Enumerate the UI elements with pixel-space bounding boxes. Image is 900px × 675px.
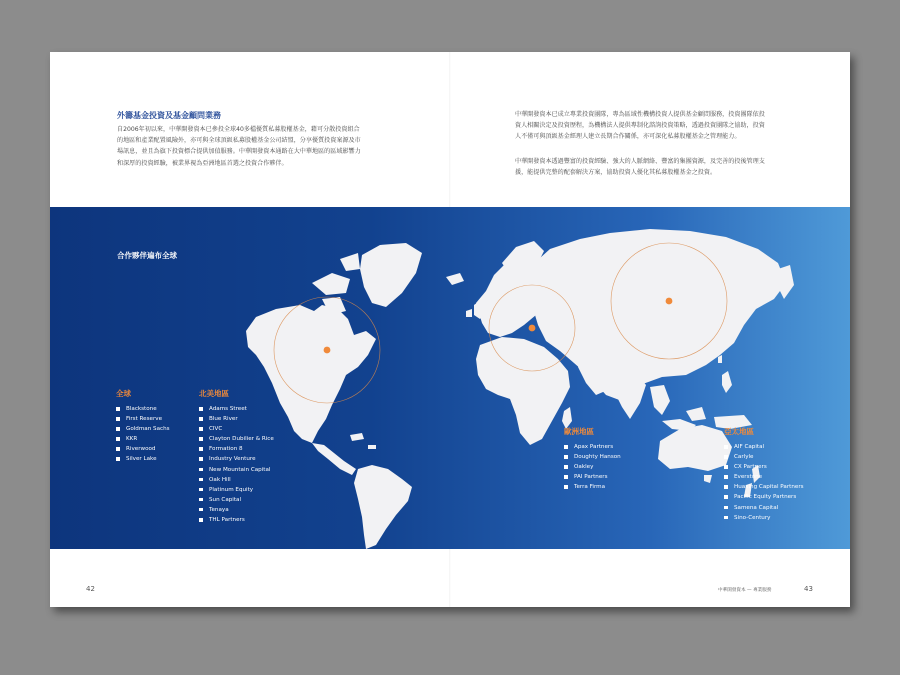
partner-item: Silver Lake <box>116 454 170 464</box>
section-heading: 外籌基金投資及基金顧問業務 <box>117 111 221 120</box>
partner-item: Apax Partners <box>564 442 621 452</box>
region-global-title: 全球 <box>116 389 131 398</box>
partner-item: Samena Capital <box>724 503 804 513</box>
north-america-location-marker <box>324 347 331 354</box>
region-europe-title: 歐洲地區 <box>564 427 594 436</box>
region-europe-list <box>564 442 621 492</box>
asia-location-marker <box>666 298 673 305</box>
partner-item: CX Partners <box>724 462 804 472</box>
region-asia-pacific-list <box>724 442 804 523</box>
partner-item: THL Partners <box>199 515 274 525</box>
left-paragraph: 自2006年初以來，中華開發資本已參投全球40多檔優質私募股權基金，藉可分散投資組合的地區和產業配置風險外，亦可與全球頂級私募股權基金公司結盟，分享優質投資案源及市場訊息，並且為旗下投資標合提供加值服務。中華開發資本通路在大中華地區的區域影響力和深厚的投資經驗，被業界視為亞洲地區首選之投資合作夥伴。 <box>117 126 361 167</box>
region-asia-pacific-title: 亞太地區 <box>724 427 754 436</box>
right-paragraph-1: 中華開發資本已成立專業投資團隊，專為區域性機構投資人提供基金顧問服務，投資團隊依投資人相關決定及投資歷程，為機構法人提供專制化諮詢投資策略，透過投資團隊之協助，投資人不僅可與頂級基金經理人建立長期合作關係，亦可深化私募股權基金之管理能力。 <box>515 111 765 141</box>
partner-item: Sino-Century <box>724 513 804 523</box>
partner-item: PAI Partners <box>564 472 621 482</box>
partner-item: KKR <box>116 434 170 444</box>
partner-item: Blackstone <box>116 404 170 414</box>
partner-item: Terra Firma <box>564 482 621 492</box>
right-page-number: 43 <box>804 585 813 593</box>
region-global <box>116 388 170 465</box>
partner-item: Doughty Hanson <box>564 452 621 462</box>
region-north-america-title: 北美地區 <box>199 389 229 398</box>
brochure-spread <box>50 52 850 607</box>
partner-item: Huaxing Capital Partners <box>724 482 804 492</box>
footer-label: 中華開發資本 — 專業服務 <box>718 588 772 593</box>
partner-item: Formation 8 <box>199 444 274 454</box>
region-north-america-list <box>199 404 274 525</box>
partner-item: New Mountain Capital <box>199 465 274 475</box>
region-europe <box>564 426 621 492</box>
partner-item: AIF Capital <box>724 442 804 452</box>
partner-item: Oakley <box>564 462 621 472</box>
partner-item: CIVC <box>199 424 274 434</box>
partner-item: Goldman Sachs <box>116 424 170 434</box>
partner-item: Everstone <box>724 472 804 482</box>
partner-item: Pacific Equity Partners <box>724 492 804 502</box>
region-north-america <box>199 388 274 525</box>
region-global-list <box>116 404 170 465</box>
europe-location-marker <box>529 325 536 332</box>
partner-item: Riverwood <box>116 444 170 454</box>
partner-item: Industry Venture <box>199 454 274 464</box>
partner-item: Carlyle <box>724 452 804 462</box>
region-asia-pacific <box>724 426 804 523</box>
partner-item: Clayton Dubilier & Rice <box>199 434 274 444</box>
partner-item: Sun Capital <box>199 495 274 505</box>
map-section-title: 合作夥伴遍布全球 <box>117 251 177 260</box>
partner-item: Tenaya <box>199 505 274 515</box>
left-page-number: 42 <box>86 585 95 593</box>
world-map-band <box>50 207 850 549</box>
partner-item: Oak Hill <box>199 475 274 485</box>
partner-item: Platinum Equity <box>199 485 274 495</box>
right-paragraph-2: 中華開發資本透過豐富的投資經驗、強大的人脈網絡、豐富的集團資源，及完善的投後管理支援，能提供完整的配套解決方案，協助投資人優化其私募股權基金之投資。 <box>515 158 765 177</box>
partner-item: First Reserve <box>116 414 170 424</box>
partner-item: Blue River <box>199 414 274 424</box>
partner-item: Adams Street <box>199 404 274 414</box>
